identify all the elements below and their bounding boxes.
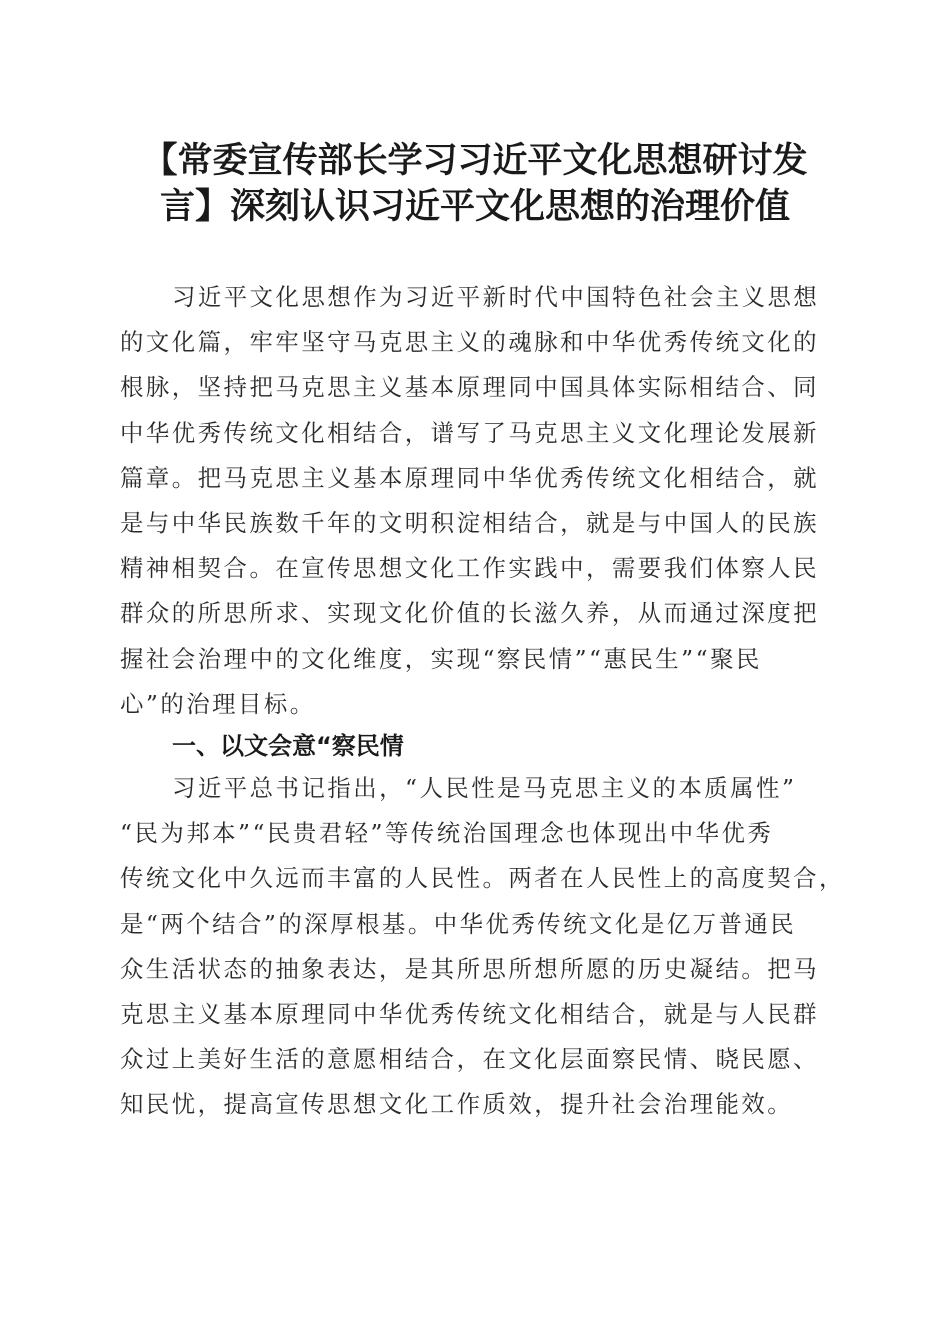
paragraph-line: 众过上美好生活的意愿相结合，在文化层面察民情、晓民愿、	[120, 1045, 820, 1074]
paragraph-line: 克思主义基本原理同中华优秀传统文化相结合，就是与人民群	[120, 1000, 820, 1029]
title-line: 【常委宣传部长学习习近平文化思想研讨发	[142, 141, 808, 181]
paragraph-line: 中华优秀传统文化相结合，谱写了马克思主义文化理论发展新	[120, 418, 820, 447]
paragraph-line: 心”的治理目标。	[120, 689, 316, 718]
paragraph-line: 篇章。把马克思主义基本原理同中华优秀传统文化相结合，就	[120, 463, 820, 492]
paragraph-line: 是“两个结合”的深厚根基。中华优秀传统文化是亿万普通民	[120, 909, 797, 938]
intro-paragraph	[120, 275, 824, 727]
paragraph-line: 群众的所思所求、实现文化价值的长滋久养，从而通过深度把	[120, 599, 820, 628]
section-paragraph	[120, 766, 845, 1128]
paragraph-line: 是与中华民族数千年的文明积淀相结合，就是与中国人的民族	[120, 509, 820, 538]
document-title	[120, 138, 830, 230]
paragraph-line: 习近平总书记指出，“人民性是马克思主义的本质属性”	[172, 774, 797, 802]
paragraph-line: “民为邦本”“民贵君轻”等传统治国理念也体现出中华优秀	[120, 819, 774, 848]
title-line: 言】深刻认识习近平文化思想的治理价值	[159, 187, 790, 227]
paragraph-line: 传统文化中久远而丰富的人民性。两者在人民性上的高度契合，	[120, 864, 845, 893]
paragraph-line: 握社会治理中的文化维度，实现“察民情”“惠民生”“聚民	[120, 644, 762, 673]
paragraph-line: 知民忧，提高宣传思想文化工作质效，提升社会治理能效。	[120, 1090, 794, 1119]
paragraph-line: 的文化篇，牢牢坚守马克思主义的魂脉和中华优秀传统文化的	[120, 328, 820, 357]
section-heading: 一、以文会意“察民情	[172, 732, 404, 760]
paragraph-line: 根脉，坚持把马克思主义基本原理同中国具体实际相结合、同	[120, 373, 820, 402]
paragraph-line: 精神相契合。在宣传思想文化工作实践中，需要我们体察人民	[120, 554, 820, 583]
paragraph-line: 习近平文化思想作为习近平新时代中国特色社会主义思想	[172, 283, 820, 311]
paragraph-line: 众生活状态的抽象表达，是其所思所想所愿的历史凝结。把马	[120, 954, 820, 983]
